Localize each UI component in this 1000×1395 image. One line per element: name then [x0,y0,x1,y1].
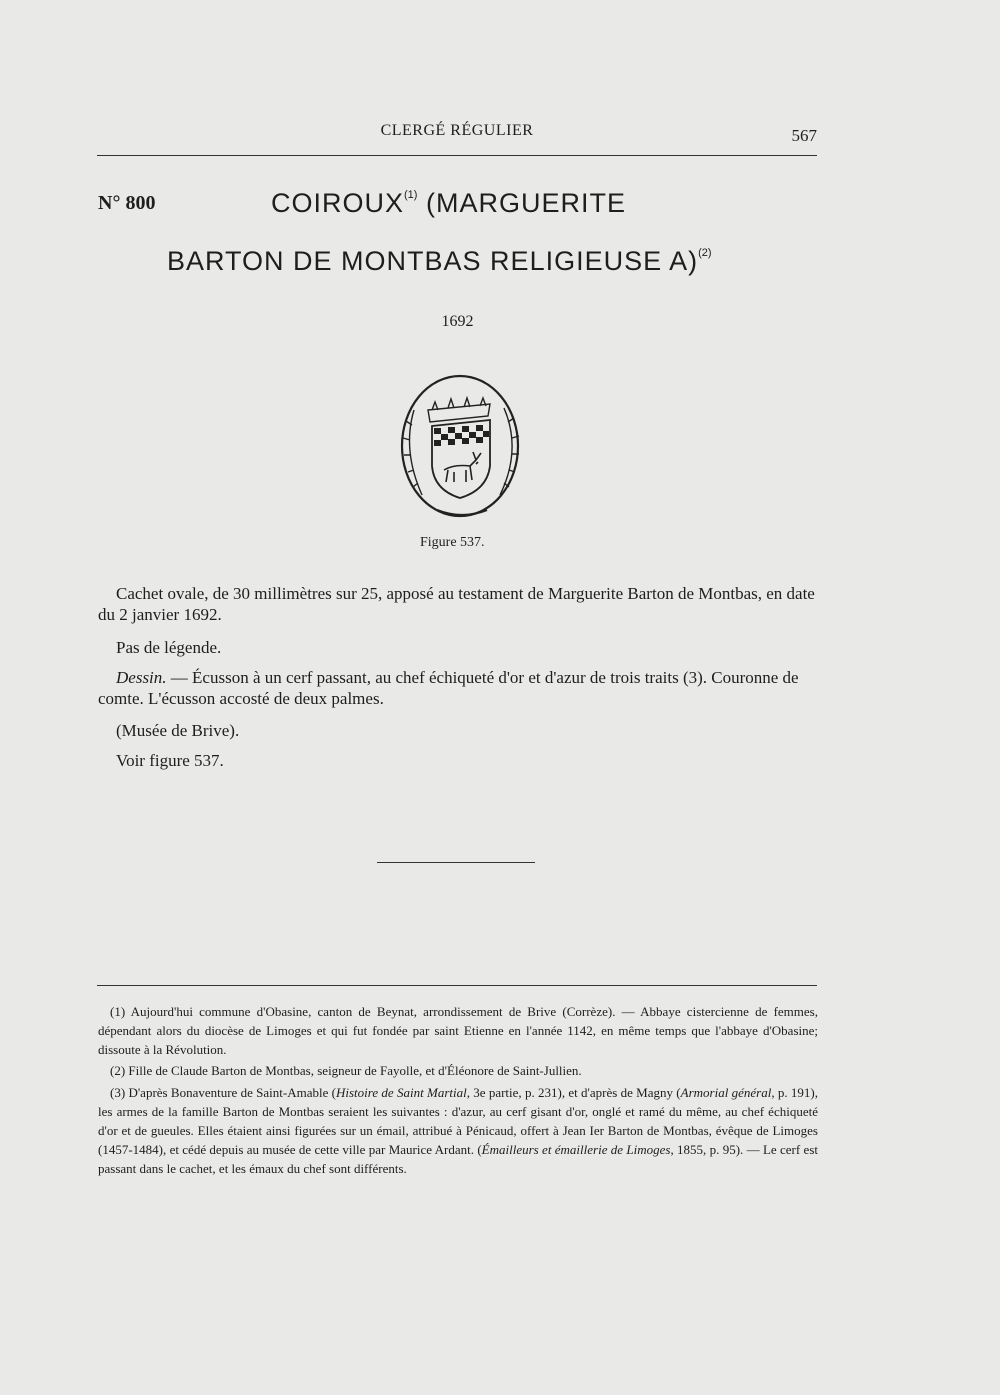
footnote-ref-2: (2) [698,247,712,259]
seal-drawing [392,370,532,530]
entry-heading-line1 [271,188,626,219]
museum-paragraph: (Musée de Brive). [116,721,240,740]
footnote-2: (2) Fille de Claude Barton de Montbas, seigneur de Fayolle, et d'Éléonore de Saint-Jullien. [110,1063,582,1078]
footnote-ref-1: (1) [404,189,418,201]
heading-rest: (MARGUERITE [425,188,626,218]
footnote-3-title-2: Armorial général [680,1085,772,1100]
footnote-3-part-a: (3) D'après Bonaventure de Saint-Amable ( [110,1085,336,1100]
chequy-chief [434,425,489,446]
footnote-3-title-1: Histoire de Saint Martial [336,1085,467,1100]
design-label: Dessin. [116,668,167,687]
heading-line2-text: BARTON DE MONTBAS RELIGIEUSE A) [167,246,699,276]
running-title: CLERGÉ RÉGULIER [380,122,534,139]
figure-caption: Figure 537. [420,535,485,550]
footnote-3-title-3: Émailleurs et émaillerie de Limoges [481,1142,671,1157]
footnote-3-part-c: , 3e partie, p. 231), et d'après de Magny ( [466,1085,681,1100]
section-rule [377,862,535,863]
see-figure-paragraph: Voir figure 537. [116,751,224,770]
footnote-3-part-e: , p. 191), les armes de la famille Barton de Montbas seraient les suivantes : d'azur, au cerf gisant d'or, onglé et ramé du même, au chef échiqueté d'or et de gueules. Elles étaient ainsi figurées sur un émail, attribué à Pénicaud, offert à Jean Ier Barton de Montbas, évêque de Limoges (1457-1484), et cédé depuis au musée de cette ville par Maurice Ardant. ( [98,1085,818,1157]
design-paragraph [98,667,820,709]
header-rule [97,155,817,156]
description-paragraph: Cachet ovale, de 30 millimètres sur 25, apposé au testament de Marguerite Barton de Montbas, en date du 2 janvier 1692. [98,584,815,624]
count-crown [428,398,490,422]
entry-year: 1692 [441,313,474,330]
footnotes-rule [97,985,817,986]
footnote-3 [98,1083,818,1178]
footnote-3-part-g: , 1855, p. 95). — Le cerf est passant dans le cachet, et les émaux du chef sont différents. [98,1142,818,1176]
footnote-1: (1) Aujourd'hui commune d'Obasine, canton de Beynat, arrondissement de Brive (Corrèze). — Abbaye cistercienne de femmes, dépendant alors du diocèse de Limoges et qui fut fondée par saint Etienne en l'année 1142, en même temps que l'abbaye d'Obasine; dissoute à la Révolution. [98,1004,818,1057]
stag-passant [444,452,481,482]
entry-heading-line2 [167,246,712,277]
page-number: 567 [791,126,817,145]
legend-paragraph: Pas de légende. [116,638,222,657]
heading-name: COIROUX [271,188,405,218]
entry-number: N° 800 [98,192,156,214]
running-header [97,122,817,146]
design-text: — Écusson à un cerf passant, au chef échiqueté d'or et d'azur de trois traits (3). Couronne de comte. L'écusson accosté de deux palmes. [98,668,799,708]
